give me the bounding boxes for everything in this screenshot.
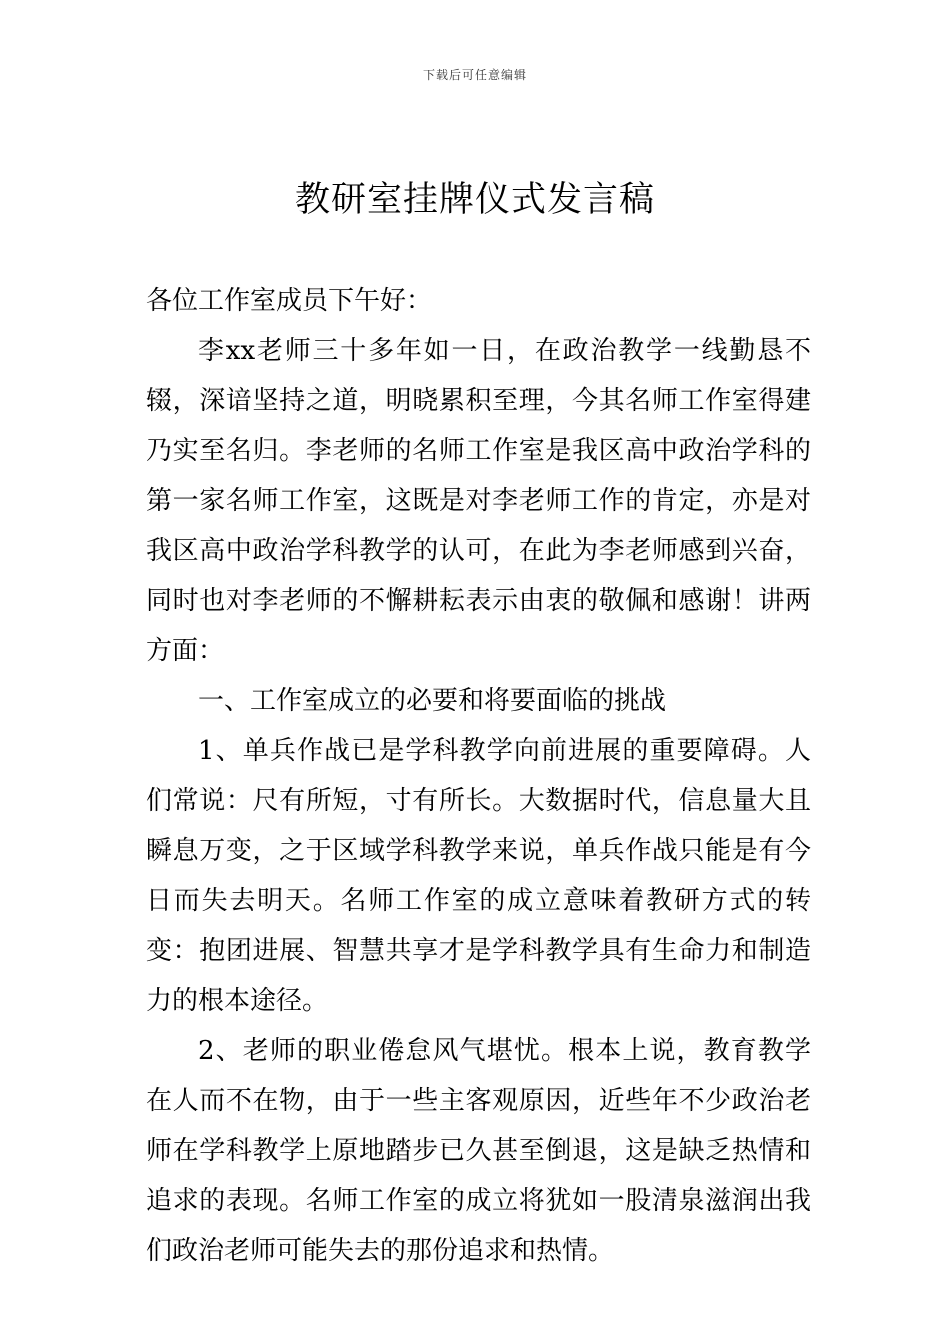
paragraph-intro: 李xx老师三十多年如一日，在政治教学一线勤恳不辍，深谙坚持之道，明晓累积至理，今其名师工作室得建乃实至名归。李老师的名师工作室是我区高中政治学科的第一家名师工作室，这既是对李老师工作的肯定，亦是对我区高中政治学科教学的认可，在此为李老师感到兴奋，同时也对李老师的不懈耕耘表示由衷的敬佩和感谢！讲两方面： — [146, 336, 811, 666]
paragraph-point-2: 2、老师的职业倦怠风气堪忧。根本上说，教育教学在人而不在物，由于一些主客观原因，近些年不少政治老师在学科教学上原地踏步已久甚至倒退，这是缺乏热情和追求的表现。名师工作室的成立将犹如一股清泉滋润出我们政治老师可能失去的那份追求和热情。 — [146, 1036, 811, 1266]
document-title: 教研室挂牌仪式发言稿 — [294, 180, 655, 220]
section-heading: 一、工作室成立的必要和将要面临的挑战 — [198, 686, 667, 716]
greeting-line: 各位工作室成员下午好： — [146, 286, 433, 316]
document-body — [146, 276, 811, 1276]
header-note: 下载后可任意编辑 — [422, 68, 527, 82]
paragraph-point-1: 1、单兵作战已是学科教学向前进展的重要障碍。人们常说：尺有所短，寸有所长。大数据时代，信息量大且瞬息万变，之于区域学科教学来说，单兵作战只能是有今日而失去明天。名师工作室的成立意味着教研方式的转变：抱团进展、智慧共享才是学科教学具有生命力和制造力的根本途径。 — [146, 736, 811, 1016]
